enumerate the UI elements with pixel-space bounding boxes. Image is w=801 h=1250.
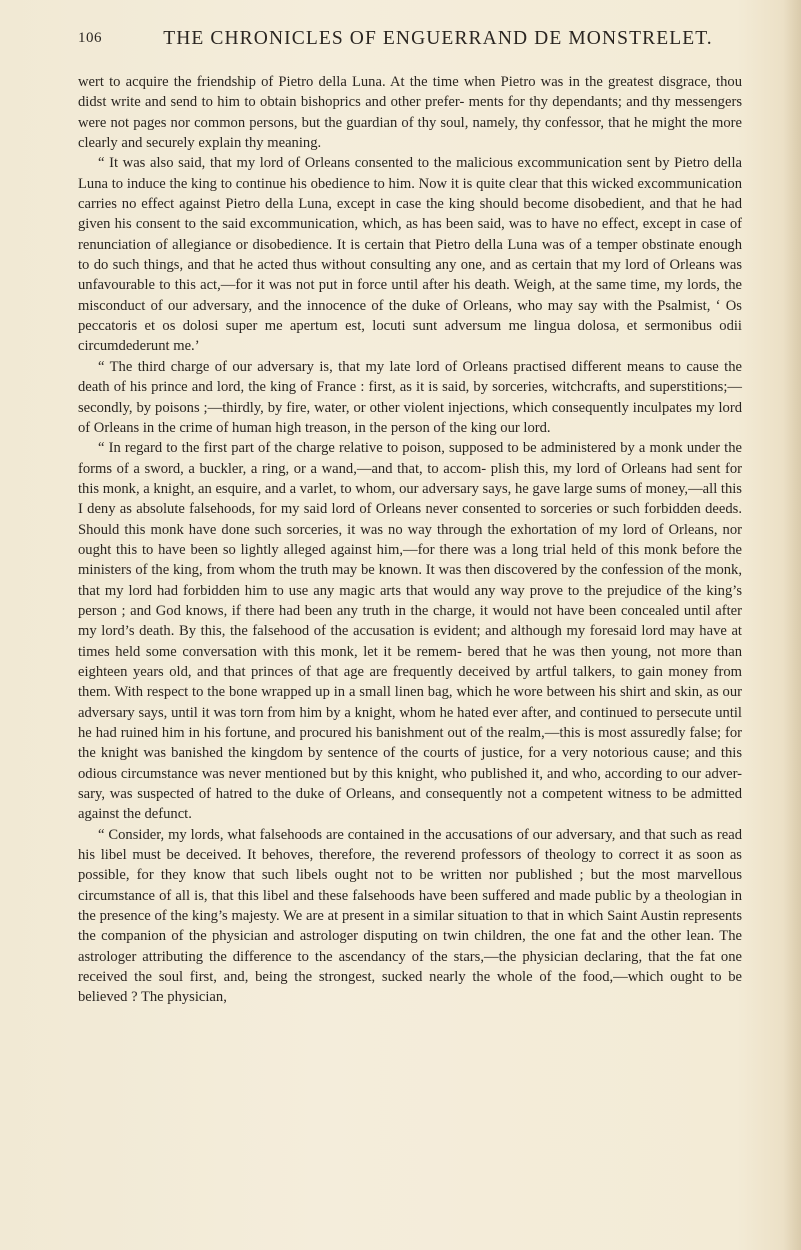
page-number: 106 bbox=[78, 30, 102, 46]
paragraph: wert to acquire the friendship of Pietro della Luna. At the time when Pietro was in the greatest disgrace, thou didst write and send to him to obtain bishoprics and other prefer- ments for thy dependants; and thy messengers were not pages nor common persons, but the guardian of thy soul, namely, thy confessor, that he might the more clearly and securely explain thy meaning. bbox=[78, 74, 742, 152]
paragraph: “ The third charge of our adversary is, that my late lord of Orleans practised different means to cause the death of his prince and lord, the king of France : first, as it is said, by sorceries, witchcrafts, and superstitions;—secondly, by poisons ;—thirdly, by fire, water, or other violent injections, which consequently inculpates my lord of Orleans in the crime of human high treason, in the person of the king our lord. bbox=[78, 358, 742, 436]
paragraph: “ It was also said, that my lord of Orleans consented to the malicious excommunication sent by Pietro della Luna to induce the king to continue his obedience to him. Now it is quite clear that this wicked excommunication carries no effect against Pietro della Luna, except in case the king should become disobedient, and that he had given his consent to the said excommunication, which, as has been said, was to have no effect, except in case of renunciation of allegiance or disobedience. It is certain that Pietro della Luna was of a temper obstinate enough to do such things, and that he acted thus without consulting any one, and as certain that my lord of Orleans was unfavourable to this act,—for it was not put in force until after his death. Weigh, at the same time, my lords, the misconduct of our adversary, and the innocence of the duke of Orleans, who may say with the Psalmist, ‘ Os peccatoris et os dolosi super me apertum est, locuti sunt adversum me lingua dolosa, et sermonibus odii circumdederunt me.’ bbox=[78, 155, 742, 355]
page-body bbox=[78, 72, 742, 1008]
paragraph: “ In regard to the first part of the charge relative to poison, supposed to be administered by a monk under the forms of a sword, a buckler, a ring, or a wand,—and that, to accom- plish this, my lord of Orleans had sent for this monk, a knight, an esquire, and a varlet, to whom, our adversary says, he gave large sums of money,—all this I deny as absolute falsehoods, for my said lord of Orleans never consented to sorceries or such forbidden deeds. Should this monk have done such sorceries, it was no way through the exhortation of my lord of Orleans, nor ought this to have been so lightly alleged against him,—for there was a long trial held of this monk before the ministers of the king, from whom the truth may be known. It was then discovered by the confession of the monk, that my lord had forbidden him to use any magic arts that would any way prove to the prejudice of the king’s person ; and God knows, if there had been any truth in the charge, it would not have been concealed until after my lord’s death. By this, the falsehood of the accusation is evident; and although my foresaid lord may have at times held some conversation with this monk, let it be remem- bered that he was then young, not more than eighteen years old, and that princes of that age are frequently deceived by artful talkers, to gain money from them. With respect to the bone wrapped up in a small linen bag, which he wore between his shirt and skin, as our adversary says, until it was torn from him by a knight, whom he hated ever after, and continued to persecute until he had ruined him in his fortune, and procured his banishment out of the realm,—this is most assuredly false; for the knight was banished the kingdom by sentence of the courts of justice, for a very notorious cause; and this odious circumstance was never mentioned but by this knight, who published it, and who, according to our adver- sary, was suspected of hatred to the duke of Orleans, and consequently not a competent witness to be admitted against the defunct. bbox=[78, 440, 742, 823]
running-head: THE CHRONICLES OF ENGUERRAND DE MONSTRELET. bbox=[163, 28, 713, 49]
page-edge-shadow bbox=[783, 0, 801, 1250]
paragraph: “ Consider, my lords, what falsehoods are contained in the accusations of our adversary, and that such as read his libel must be deceived. It behoves, therefore, the reverend professors of theology to correct it as soon as possible, for they know that such libels ought not to be written nor published ; but the most marvellous circumstance of all is, that this libel and these falsehoods have been suffered and made public by a theologian in the presence of the king’s majesty. We are at present in a similar situation to that in which Saint Austin represents the companion of the physician and astrologer disputing on twin children, the one fat and the other lean. The astrologer attributing the difference to the ascendancy of the stars,—the physician declaring, that the fat one received the soul first, and, being the strongest, sucked nearly the whole of the food,—which ought to be believed ? The physician, bbox=[78, 826, 742, 1006]
page-header bbox=[78, 28, 738, 58]
